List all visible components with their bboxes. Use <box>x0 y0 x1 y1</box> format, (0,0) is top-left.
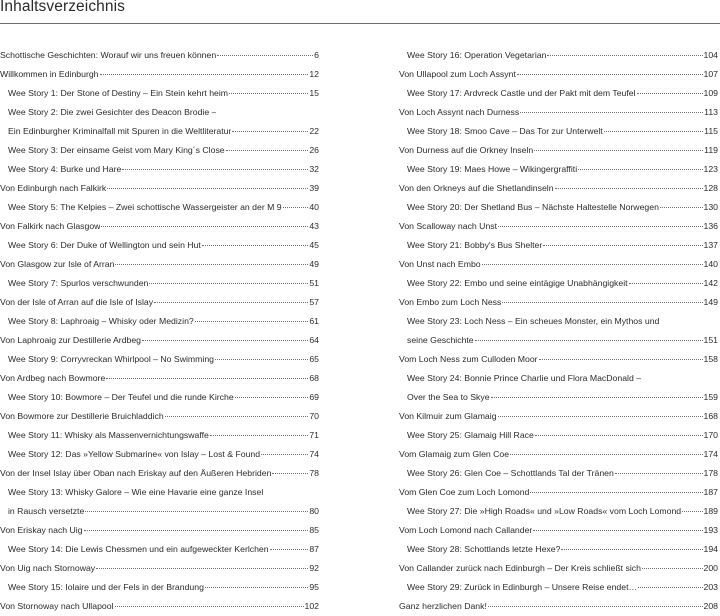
toc-entry-page: 39 <box>309 183 319 193</box>
dot-leader <box>100 73 309 75</box>
dot-leader <box>261 453 308 455</box>
toc-entry-title: Von Falkirk nach Glasgow <box>0 221 101 231</box>
toc-entry-page: 95 <box>309 582 319 592</box>
toc-entry-page: 104 <box>703 50 718 60</box>
dot-leader <box>520 111 703 113</box>
toc-entry-page: 203 <box>703 582 718 592</box>
toc-entry <box>399 236 718 255</box>
toc-entry <box>399 217 718 236</box>
toc-entry <box>399 198 718 217</box>
toc-entry-title: Wee Story 7: Spurlos verschwunden <box>8 278 149 288</box>
toc-entry-page: 78 <box>309 468 319 478</box>
toc-entry-page: 170 <box>703 430 718 440</box>
dot-leader <box>149 282 308 284</box>
dot-leader <box>555 187 703 189</box>
toc-entry <box>399 540 718 559</box>
toc-entry-page: 85 <box>309 525 319 535</box>
toc-entry-page: 128 <box>703 183 718 193</box>
toc-entry <box>0 350 319 369</box>
toc-entry-page: 64 <box>309 335 319 345</box>
toc-entry <box>0 445 319 464</box>
toc-entry-title: Ganz herzlichen Dank! <box>399 601 487 611</box>
dot-leader <box>561 548 702 550</box>
toc-entry-title: Von Loch Assynt nach Durness <box>399 107 520 117</box>
toc-entry-title: Vom Glamaig zum Glen Coe <box>399 449 510 459</box>
dot-leader <box>517 73 703 75</box>
toc-entry-page: 15 <box>309 88 319 98</box>
toc-entry-title: Von Bowmore zur Destillerie Bruichladdich <box>0 411 164 421</box>
toc-entry-page: 130 <box>703 202 718 212</box>
dot-leader <box>642 567 703 569</box>
toc-entry-page: 159 <box>703 392 718 402</box>
toc-entry <box>399 502 718 521</box>
dot-leader <box>488 605 703 607</box>
dot-leader <box>660 206 703 208</box>
toc-entry <box>399 103 718 122</box>
dot-leader <box>543 244 702 246</box>
dot-leader <box>547 54 702 56</box>
toc-entry-title: Wee Story 8: Laphroaig – Whisky oder Medizin? <box>8 316 194 326</box>
toc-entry-title: Wee Story 16: Operation Vegetarian <box>407 50 547 60</box>
dot-leader <box>604 130 703 132</box>
toc-entry-title: Von der Insel Islay über Oban nach Eriskay auf den Äußeren Hebriden <box>0 468 272 478</box>
toc-entry-page: 113 <box>704 107 718 117</box>
toc-entry-page: 40 <box>309 202 319 212</box>
toc-entry-page: 87 <box>309 544 319 554</box>
toc-entry-title: Wee Story 10: Bowmore – Der Teufel und die runde Kirche <box>8 392 234 402</box>
dot-leader <box>510 453 702 455</box>
toc-entry-title: Wee Story 4: Burke und Hare <box>8 164 122 174</box>
toc-entry-title: Wee Story 20: Der Shetland Bus – Nächste Haltestelle Norwegen <box>407 202 659 212</box>
toc-entry-title: Wee Story 28: Schottlands letzte Hexe? <box>407 544 561 554</box>
toc-entry-title: Wee Story 22: Embo und seine eintägige Unabhängigkeit <box>407 278 628 288</box>
toc-entry-page: 61 <box>309 316 319 326</box>
toc-entry-page: 107 <box>703 69 718 79</box>
toc-entry <box>0 502 319 521</box>
toc-entry-title: Von den Orkneys auf die Shetlandinseln <box>399 183 554 193</box>
toc-entry <box>399 141 718 160</box>
dot-leader <box>96 567 308 569</box>
toc-entry-title: Wee Story 13: Whisky Galore – Wie eine Havarie eine ganze Insel <box>8 487 264 497</box>
toc-entry-page: 45 <box>309 240 319 250</box>
toc-entry-title: Wee Story 25: Glamaig Hill Race <box>407 430 534 440</box>
toc-entry-title: Von Ullapool zum Loch Assynt <box>399 69 516 79</box>
toc-entry-page: 140 <box>703 259 718 269</box>
toc-entry <box>0 521 319 540</box>
toc-entry <box>399 407 718 426</box>
toc-entry <box>0 407 319 426</box>
toc-entry-page: 119 <box>704 145 718 155</box>
toc-entry <box>0 597 319 616</box>
toc-entry-title: Wee Story 15: Iolaire und der Fels in der Brandung <box>8 582 204 592</box>
toc-entry-page: 187 <box>703 487 718 497</box>
dot-leader <box>682 510 702 512</box>
toc-entry-title: Von der Isle of Arran auf die Isle of Islay <box>0 297 154 307</box>
toc-entry <box>0 179 319 198</box>
dot-leader <box>142 339 308 341</box>
toc-entry-title: Wee Story 19: Maes Howe – Wikingergraffiti <box>407 164 578 174</box>
toc-entry-title: Vom Glen Coe zum Loch Lomond <box>399 487 530 497</box>
toc-entry-page: 65 <box>309 354 319 364</box>
toc-entry-page: 200 <box>703 563 718 573</box>
toc-entry <box>399 160 718 179</box>
toc-entry-title: Wee Story 1: Der Stone of Destiny – Ein Stein kehrt heim <box>8 88 229 98</box>
toc-entry <box>0 160 319 179</box>
toc-entry-title: Von Embo zum Loch Ness <box>399 297 502 307</box>
dot-leader <box>85 510 308 512</box>
dot-leader <box>115 605 304 607</box>
toc-entry <box>399 559 718 578</box>
toc-entry <box>399 597 718 616</box>
toc-entry <box>399 388 718 407</box>
dot-leader <box>154 301 308 303</box>
toc-entry-page: 208 <box>703 601 718 611</box>
toc-column-right <box>399 46 718 616</box>
toc-entry <box>399 122 718 141</box>
title-divider <box>0 23 720 24</box>
toc-entry <box>399 483 718 502</box>
toc-entry-title: Wee Story 27: Die »High Roads« und »Low Roads« vom Loch Lomond <box>407 506 682 516</box>
dot-leader <box>165 415 309 417</box>
toc-entry-page: 43 <box>309 221 319 231</box>
dot-leader <box>107 187 308 189</box>
toc-entry <box>0 236 319 255</box>
toc-entry-title: Von Kilmuir zum Glamaig <box>399 411 497 421</box>
dot-leader <box>195 320 309 322</box>
toc-entry-title: Von Glasgow zur Isle of Arran <box>0 259 115 269</box>
toc-entry <box>399 179 718 198</box>
toc-entry <box>399 464 718 483</box>
dot-leader <box>533 529 702 531</box>
dot-leader <box>498 225 702 227</box>
toc-entry-title: Von Callander zurück nach Edinburgh – Der Kreis schließt sich <box>399 563 641 573</box>
toc-entry-title: Wee Story 5: The Kelpies – Zwei schottische Wassergeister an der M 9 <box>8 202 282 212</box>
toc-entry <box>0 217 319 236</box>
toc-entry-page: 178 <box>703 468 718 478</box>
toc-entry-title: seine Geschichte <box>407 335 474 345</box>
dot-leader <box>84 529 309 531</box>
toc-entry-title: Wee Story 17: Ardvreck Castle und der Pakt mit dem Teufel <box>407 88 636 98</box>
dot-leader <box>235 396 309 398</box>
toc-entry-title: Von Ardbeg nach Bowmore <box>0 373 106 383</box>
toc-entry-title: in Rausch versetzte <box>8 506 85 516</box>
toc-entry-page: 149 <box>703 297 718 307</box>
dot-leader <box>229 92 308 94</box>
dot-leader <box>217 54 313 56</box>
toc-entry-title: Wee Story 29: Zurück in Edinburgh – Unsere Reise endet… <box>407 582 638 592</box>
toc-entry <box>0 369 319 388</box>
dot-leader <box>578 168 702 170</box>
toc-entry <box>0 540 319 559</box>
toc-entry-page: 51 <box>309 278 319 288</box>
toc-entry-page: 49 <box>309 259 319 269</box>
toc-entry-page: 71 <box>309 430 319 440</box>
dot-leader <box>530 491 702 493</box>
dot-leader <box>498 415 703 417</box>
dot-leader <box>101 225 308 227</box>
toc-entry-title: Von Uig nach Stornoway <box>0 563 96 573</box>
toc-entry-title: Von Eriskay nach Uig <box>0 525 83 535</box>
toc-entry <box>399 274 718 293</box>
toc-entry <box>399 331 718 350</box>
dot-leader <box>202 244 308 246</box>
toc-entry-page: 26 <box>309 145 319 155</box>
toc-entry-title: Schottische Geschichten: Worauf wir uns freuen können <box>0 50 217 60</box>
dot-leader <box>491 396 703 398</box>
toc-entry <box>0 46 319 65</box>
toc-entry-title: Willkommen in Edinburgh <box>0 69 99 79</box>
toc-entry <box>399 369 718 388</box>
toc-entry <box>399 350 718 369</box>
dot-leader <box>122 168 308 170</box>
toc-entry <box>0 141 319 160</box>
toc-entry-title: Von Edinburgh nach Falkirk <box>0 183 107 193</box>
dot-leader <box>475 339 703 341</box>
toc-entry-page: 68 <box>309 373 319 383</box>
dot-leader <box>270 548 309 550</box>
toc-entry <box>0 464 319 483</box>
toc-entry <box>0 255 319 274</box>
toc-entry-page: 57 <box>309 297 319 307</box>
toc-entry-title: Wee Story 12: Das »Yellow Submarine« von Islay – Lost & Found <box>8 449 261 459</box>
toc-entry-page: 6 <box>314 50 319 60</box>
toc-entry <box>399 255 718 274</box>
toc-entry-page: 193 <box>703 525 718 535</box>
dot-leader <box>638 586 702 588</box>
toc-entry-title: Wee Story 3: Der einsame Geist vom Mary King´s Close <box>8 145 225 155</box>
toc-entry-page: 80 <box>309 506 319 516</box>
toc-entry-title: Von Unst nach Embo <box>399 259 481 269</box>
toc-entry <box>0 65 319 84</box>
toc-entry <box>0 84 319 103</box>
dot-leader <box>106 377 308 379</box>
dot-leader <box>232 130 308 132</box>
toc-entry-page: 69 <box>309 392 319 402</box>
toc-entry-title: Wee Story 14: Die Lewis Chessmen und ein aufgeweckter Kerlchen <box>8 544 269 554</box>
toc-entry-page: 137 <box>703 240 718 250</box>
toc-entry-title: Ein Edinburgher Kriminalfall mit Spuren in die Weltliteratur <box>8 126 232 136</box>
toc-entry-title: Von Scalloway nach Unst <box>399 221 498 231</box>
dot-leader <box>272 472 308 474</box>
toc-entry <box>399 46 718 65</box>
dot-leader <box>629 282 703 284</box>
toc-column-left <box>0 46 319 616</box>
toc-entry-title: Wee Story 2: Die zwei Gesichter des Deacon Brodie – <box>8 107 217 117</box>
toc-entry-title: Wee Story 26: Glen Coe – Schottlands Tal der Tränen <box>407 468 614 478</box>
toc-entry <box>0 483 319 502</box>
toc-entry-page: 115 <box>704 126 718 136</box>
toc-entry <box>399 578 718 597</box>
toc-entry <box>0 388 319 407</box>
dot-leader <box>615 472 703 474</box>
toc-entry-page: 136 <box>703 221 718 231</box>
toc-entry <box>399 312 718 331</box>
toc-entry-page: 142 <box>703 278 718 288</box>
toc-entry-title: Wee Story 24: Bonnie Prince Charlie und Flora MacDonald – <box>407 373 642 383</box>
toc-entry <box>399 521 718 540</box>
dot-leader <box>115 263 308 265</box>
toc-entry <box>0 198 319 217</box>
toc-entry-title: Von Laphroaig zur Destillerie Ardbeg <box>0 335 142 345</box>
toc-entry <box>0 426 319 445</box>
toc-entry-page: 22 <box>309 126 319 136</box>
dot-leader <box>539 358 703 360</box>
toc-entry-title: Over the Sea to Skye <box>407 392 490 402</box>
toc-entry-title: Wee Story 9: Corryvreckan Whirlpool – No Swimming <box>8 354 214 364</box>
toc-entry-page: 151 <box>703 335 718 345</box>
toc-entry-page: 109 <box>703 88 718 98</box>
toc-entry-title: Wee Story 23: Loch Ness – Ein scheues Monster, ein Mythos und <box>407 316 660 326</box>
toc-entry <box>0 559 319 578</box>
toc-entry-title: Wee Story 18: Smoo Cave – Das Tor zur Unterwelt <box>407 126 603 136</box>
toc-entry-title: Wee Story 21: Bobby's Bus Shelter <box>407 240 543 250</box>
toc-entry <box>0 331 319 350</box>
dot-leader <box>482 263 703 265</box>
toc-entry <box>399 426 718 445</box>
toc-entry-page: 123 <box>703 164 718 174</box>
toc-entry <box>0 103 319 122</box>
toc-entry-title: Vom Loch Ness zum Culloden Moor <box>399 354 538 364</box>
toc-entry-title: Wee Story 6: Der Duke of Wellington und sein Hut <box>8 240 201 250</box>
toc-entry-page: 189 <box>703 506 718 516</box>
dot-leader <box>534 149 703 151</box>
toc-entry <box>0 274 319 293</box>
toc-entry <box>399 84 718 103</box>
toc-entry-page: 70 <box>309 411 319 421</box>
toc-entry-title: Vom Loch Lomond nach Callander <box>399 525 533 535</box>
toc-entry <box>0 312 319 331</box>
toc-entry-page: 168 <box>703 411 718 421</box>
toc-entry-title: Von Durness auf die Orkney Inseln <box>399 145 534 155</box>
toc-entry-page: 174 <box>703 449 718 459</box>
toc-entry <box>399 445 718 464</box>
toc-entry <box>0 293 319 312</box>
dot-leader <box>535 434 703 436</box>
dot-leader <box>283 206 309 208</box>
toc-entry-title: Wee Story 11: Whisky als Massenvernichtungswaffe <box>8 430 209 440</box>
page-title: Inhaltsverzeichnis <box>0 0 125 15</box>
toc-entry-page: 92 <box>309 563 319 573</box>
dot-leader <box>226 149 309 151</box>
dot-leader <box>502 301 702 303</box>
dot-leader <box>215 358 308 360</box>
toc-entry-page: 74 <box>309 449 319 459</box>
toc-entry-page: 102 <box>304 601 319 611</box>
toc-entry <box>0 578 319 597</box>
toc-entry-page: 12 <box>309 69 319 79</box>
toc-entry <box>399 65 718 84</box>
toc-entry-page: 158 <box>703 354 718 364</box>
toc-entry-page: 194 <box>703 544 718 554</box>
toc-entry <box>0 122 319 141</box>
dot-leader <box>210 434 308 436</box>
toc-entry <box>399 293 718 312</box>
toc-entry-title: Von Stornoway nach Ullapool <box>0 601 114 611</box>
dot-leader <box>205 586 308 588</box>
toc-entry-page: 32 <box>309 164 319 174</box>
dot-leader <box>637 92 703 94</box>
